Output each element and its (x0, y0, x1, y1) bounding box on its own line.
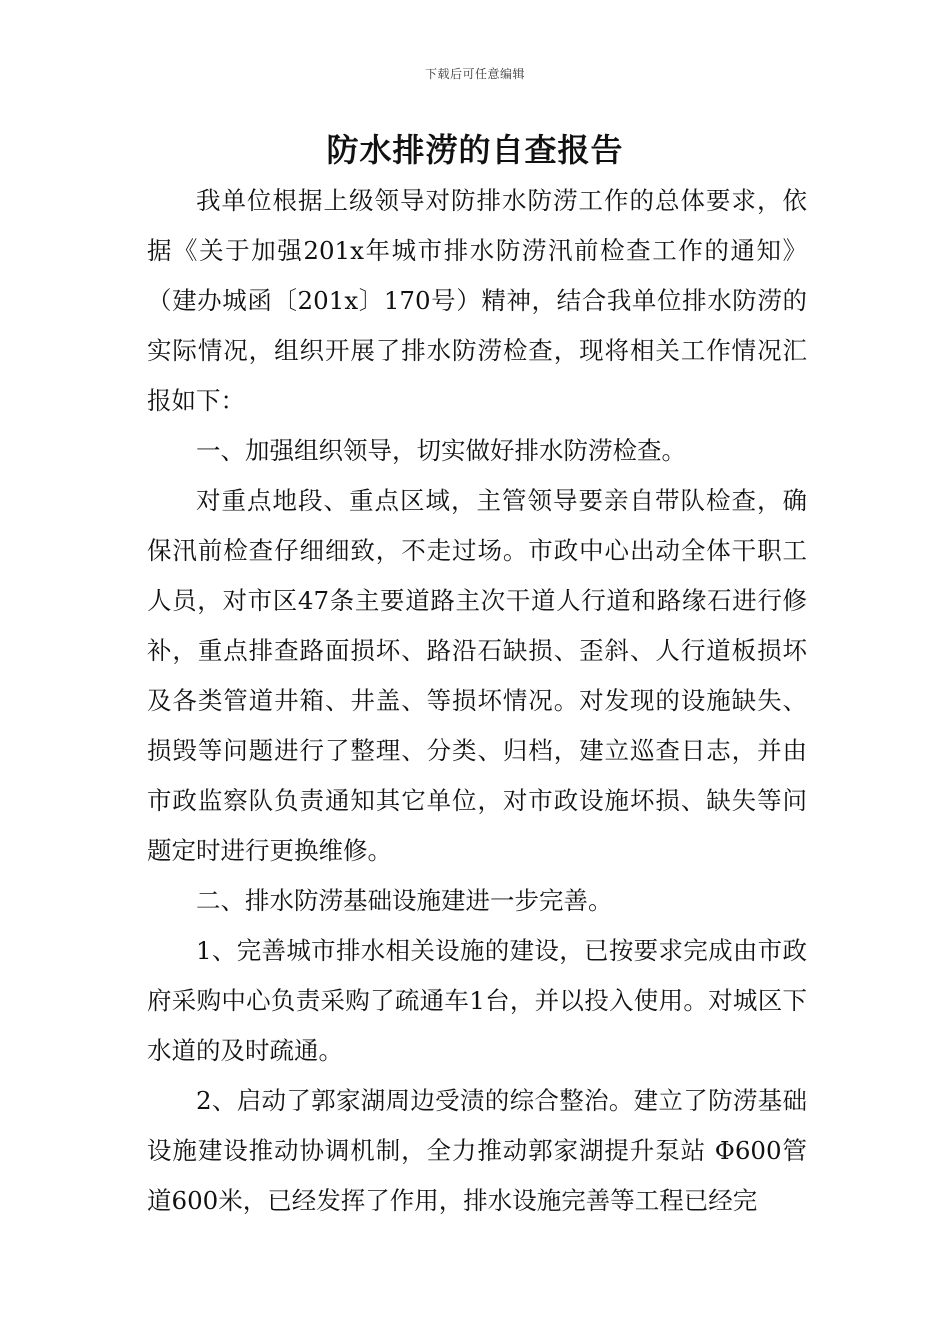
paragraph-item-2: 2、启动了郭家湖周边受渍的综合整治。建立了防涝基础设施建设推动协调机制，全力推动郭家湖提升泵站 Φ600管道600米，已经发挥了作用，排水设施完善等工程已经完 (147, 1086, 807, 1215)
document-title: 防水排涝的自查报告 (326, 131, 624, 169)
paragraph-section-2-heading: 二、排水防涝基础设施建进一步完善。 (196, 886, 613, 915)
paragraph-intro: 我单位根据上级领导对防排水防涝工作的总体要求，依据《关于加强201x年城市排水防涝汛前检查工作的通知》（建办城函〔201x〕170号）精神，结合我单位排水防涝的实际情况，组织开展了排水防涝检查，现将相关工作情况汇报如下： (147, 186, 807, 415)
paragraph-item-1: 1、完善城市排水相关设施的建设，已按要求完成由市政府采购中心负责采购了疏通车1台，并以投入使用。对城区下水道的及时疏通。 (147, 936, 807, 1065)
paragraph-section-1-body: 对重点地段、重点区域，主管领导要亲自带队检查，确保汛前检查仔细细致，不走过场。市政中心出动全体干职工人员，对市区47条主要道路主次干道人行道和路缘石进行修补，重点排查路面损坏、路沿石缺损、歪斜、人行道板损坏及各类管道井箱、井盖、等损坏情况。对发现的设施缺失、损毁等问题进行了整理、分类、归档，建立巡查日志，并由市政监察队负责通知其它单位，对市政设施坏损、缺失等问题定时进行更换维修。 (147, 486, 807, 865)
document-body (147, 176, 807, 1226)
header-note: 下载后可任意编辑 (424, 67, 525, 81)
paragraph-section-1-heading: 一、加强组织领导，切实做好排水防涝检查。 (196, 436, 686, 465)
